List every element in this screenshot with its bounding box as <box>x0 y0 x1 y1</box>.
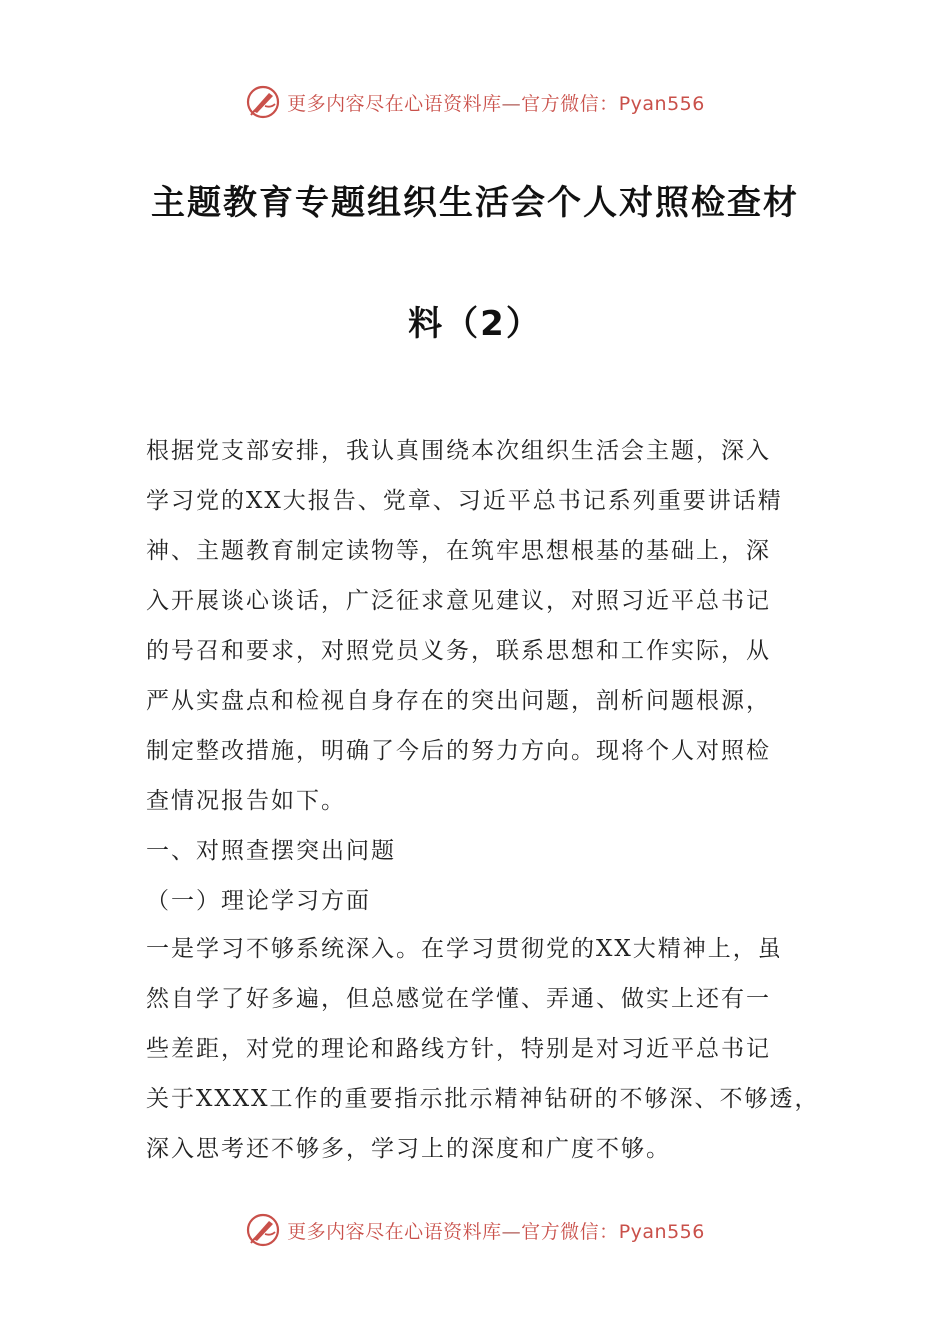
quill-pen-logo-icon <box>245 84 281 120</box>
body-line: 深入思考还不够多，学习上的深度和广度不够。 <box>146 1136 671 1162</box>
body-line: 制定整改措施，明确了今后的努力方向。现将个人对照检 <box>146 738 771 764</box>
document-title-line-2: 料（2） <box>408 304 542 344</box>
watermark-label: 官方微信： <box>521 1220 619 1243</box>
body-line: 关于XXXX工作的重要指示批示精神钻研的不够深、不够透， <box>146 1086 820 1112</box>
header-watermark <box>0 82 950 122</box>
body-line: 神、主题教育制定读物等，在筑牢思想根基的基础上，深 <box>146 538 771 564</box>
body-line: 严从实盘点和检视自身存在的突出问题，剖析问题根源， <box>146 688 771 714</box>
watermark-wechat-id: Pyan556 <box>618 1220 705 1243</box>
body-line: 些差距，对党的理论和路线方针，特别是对习近平总书记 <box>146 1036 771 1062</box>
watermark-site: 更多内容尽在心语资料库 <box>287 1220 502 1243</box>
document-title-line-1: 主题教育专题组织生活会个人对照检查材 <box>151 183 799 223</box>
footer-watermark <box>0 1210 950 1250</box>
watermark-dash: — <box>501 92 522 115</box>
body-line: 入开展谈心谈话，广泛征求意见建议，对照习近平总书记 <box>146 588 771 614</box>
watermark-text <box>287 1217 705 1244</box>
body-line: 的号召和要求，对照党员义务，联系思想和工作实际，从 <box>146 638 771 664</box>
watermark-wechat-id: Pyan556 <box>618 92 705 115</box>
quill-pen-logo-icon <box>245 1212 281 1248</box>
watermark-text <box>287 89 705 116</box>
body-line: 查情况报告如下。 <box>146 788 346 814</box>
subsection-heading: （一）理论学习方面 <box>146 888 371 914</box>
body-line: 根据党支部安排，我认真围绕本次组织生活会主题，深入 <box>146 438 771 464</box>
watermark-dash: — <box>501 1220 522 1243</box>
body-line: 然自学了好多遍，但总感觉在学懂、弄通、做实上还有一 <box>146 986 771 1012</box>
body-line: 一是学习不够系统深入。在学习贯彻党的XX大精神上，虽 <box>146 936 783 962</box>
section-heading: 一、对照查摆突出问题 <box>146 838 396 864</box>
body-line: 学习党的XX大报告、党章、习近平总书记系列重要讲话精 <box>146 488 783 514</box>
watermark-label: 官方微信： <box>521 92 619 115</box>
watermark-site: 更多内容尽在心语资料库 <box>287 92 502 115</box>
